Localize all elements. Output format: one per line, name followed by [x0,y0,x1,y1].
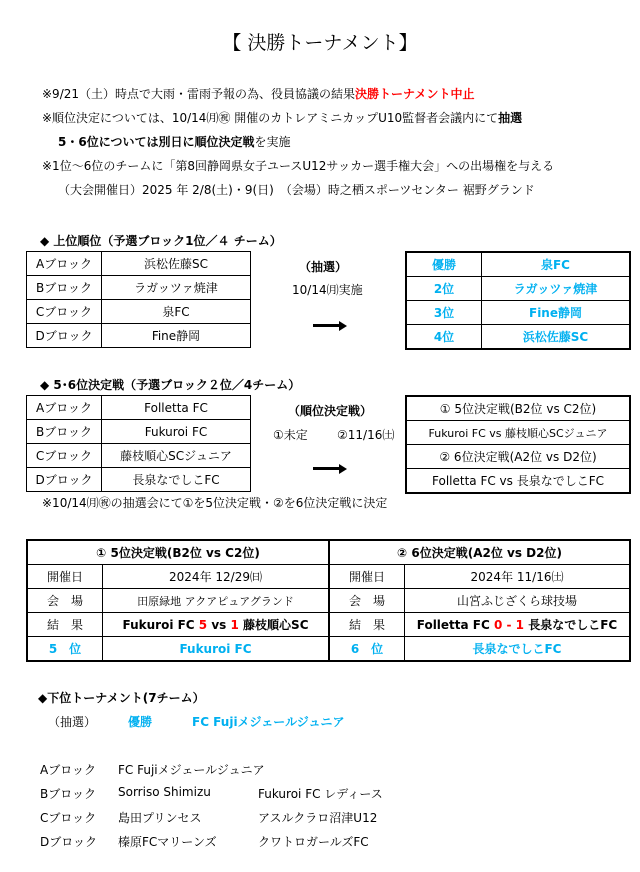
table-row [27,468,251,492]
result-label: 結 果 [27,613,103,637]
match2-schedule: ②11/16㈯ [337,428,395,442]
lower-champion-label: 優勝 [128,715,153,729]
home-team: Folletta FC [416,618,490,632]
table-row [406,396,630,421]
date-label: 開催日 [27,565,103,589]
lower-block-label: Cブロック [40,811,97,825]
note-draw [42,111,522,126]
result-label: 結 果 [329,613,405,637]
table-row [406,325,630,350]
lower-heading: ◆下位トーナメント(7チーム） [38,691,205,705]
match1-winner: Fukuroi FC [103,637,330,662]
block-label: Bブロック [27,420,102,444]
table-row [329,565,630,589]
table-row [27,276,251,300]
rank-label: 2位 [406,277,482,301]
table-row [27,324,251,348]
match-title: ① 5位決定戦(B2位 vs C2位) [406,396,630,421]
lower-team: Fukuroi FC レディース [258,787,383,801]
lower-team: 榛原FCマリーンズ [118,835,217,849]
lower-team: クワトロガールズFC [258,835,369,849]
table-row [27,637,329,662]
match-teams: Fukuroi FC vs 藤枝順心SCジュニア [406,421,630,445]
match2-date: 2024年 11/16㈯ [405,565,631,589]
team-name: 藤枝順心SCジュニア [102,444,251,468]
match1-schedule: ①未定 [273,428,308,442]
team-name: Fukuroi FC [102,420,251,444]
match2-score: 0 - 1 [494,618,525,632]
lower-team: アスルクラロ沼津U12 [258,811,378,825]
match2-winner: 長泉なでしこFC [405,637,631,662]
table-row [406,469,630,494]
match2-result [405,613,631,637]
match2-table [328,539,631,662]
match2-header: ② 6位決定戦(A2位 vs D2位) [329,540,630,565]
table-row [329,637,630,662]
cancellation-highlight: 決勝トーナメント中止 [355,87,475,101]
table-row [27,589,329,613]
table-row [406,277,630,301]
table-row [27,444,251,468]
place-label: 5 位 [27,637,103,662]
note-cancellation-text: ※9/21（土）時点で大雨・雷雨予報の為、役員協議の結果 [42,87,356,101]
table-row [406,301,630,325]
upper-draw-date: 10/14㈪実施 [292,283,363,297]
note-playoff [58,135,290,150]
table-row [27,565,329,589]
table-row [27,396,251,420]
lower-block-label: Dブロック [40,835,98,849]
fifth-matches-table [405,395,631,494]
team-name: Fine静岡 [102,324,251,348]
arrow-right-icon [313,324,343,327]
note-qualification: ※1位〜6位のチームに「第8回静岡県女子ユースU12サッカー選手権大会」への出場権を与える [42,159,555,173]
table-row [329,589,630,613]
block-label: Dブロック [27,468,102,492]
table-row [406,445,630,469]
note-event-date: （大会開催日）2025 年 2/8(土)・9(日) （会場）時之栖スポーツセンター 裾野グランド [58,183,535,197]
page-title: 【 決勝トーナメント】 [222,32,418,54]
note-draw-text: ※順位決定については、10/14㈪㊗ 開催のカトレアミニカップU10監督者会議内にて [42,111,499,125]
upper-blocks-table [26,251,251,348]
block-label: Aブロック [27,396,102,420]
playoff-label: （順位決定戦） [288,404,373,418]
away-score: 1 [230,618,239,632]
venue-label: 会 場 [27,589,103,613]
fifth-footnote: ※10/14㈪㊗の抽選会にて①を5位決定戦・②を6位決定戦に決定 [42,496,388,510]
home-team: Fukuroi FC [122,618,195,632]
lower-draw-label: （抽選） [48,715,97,729]
team-name: 長泉なでしこFC [102,468,251,492]
match1-venue: 田原緑地 アクアピュアグランド [103,589,330,613]
playoff-highlight: 5・6位については別日に順位決定戦 [58,135,255,149]
lower-champion: FC Fujiメジェールジュニア [192,715,345,729]
lower-team: Sorriso Shimizu [118,785,211,799]
block-label: Cブロック [27,300,102,324]
note-playoff-text: を実施 [254,135,291,149]
match1-header: ① 5位決定戦(B2位 vs C2位) [27,540,329,565]
place-label: 6 位 [329,637,405,662]
match1-date: 2024年 12/29㈰ [103,565,330,589]
lower-team: FC Fujiメジェールジュニア [118,763,265,777]
team-name: Folletta FC [102,396,251,420]
team-name: ラガッツァ焼津 [102,276,251,300]
arrow-right-icon [313,467,343,470]
lower-team: 島田プリンセス [118,811,202,825]
table-row [27,300,251,324]
table-row [406,252,630,277]
upper-heading: ◆ 上位順位（予選ブロック1位／４ チーム） [40,234,282,248]
table-row [27,540,329,565]
draw-highlight: 抽選 [498,111,523,125]
lower-block-label: Bブロック [40,787,96,801]
lower-block-label: Aブロック [40,763,96,777]
match-teams: Folletta FC vs 長泉なでしこFC [406,469,630,494]
team-name: 泉FC [482,252,631,277]
block-label: Bブロック [27,276,102,300]
table-row [27,420,251,444]
match-title: ② 6位決定戦(A2位 vs D2位) [406,445,630,469]
fifth-blocks-table [26,395,251,492]
match2-venue: 山宮ふじざくら球技場 [405,589,631,613]
fifth-heading: ◆ 5･6位決定戦（予選ブロック２位／4チーム） [40,378,301,392]
rank-label: 3位 [406,301,482,325]
away-team: 長泉なでしこFC [528,618,618,632]
vs-label: vs [211,618,227,632]
match1-result [103,613,330,637]
table-row [27,252,251,276]
table-row [329,613,630,637]
team-name: Fine静岡 [482,301,631,325]
team-name: 浜松佐藤SC [102,252,251,276]
team-name: 浜松佐藤SC [482,325,631,350]
block-label: Cブロック [27,444,102,468]
table-row [329,540,630,565]
upper-draw-label: （抽選） [299,260,348,274]
table-row [27,613,329,637]
rank-label: 4位 [406,325,482,350]
block-label: Aブロック [27,252,102,276]
team-name: ラガッツァ焼津 [482,277,631,301]
team-name: 泉FC [102,300,251,324]
match1-table [26,539,330,662]
home-score: 5 [198,618,208,632]
venue-label: 会 場 [329,589,405,613]
away-team: 藤枝順心SC [243,618,309,632]
rank-label: 優勝 [406,252,482,277]
block-label: Dブロック [27,324,102,348]
date-label: 開催日 [329,565,405,589]
upper-results-table [405,251,631,350]
note-cancellation [42,87,475,102]
table-row [406,421,630,445]
